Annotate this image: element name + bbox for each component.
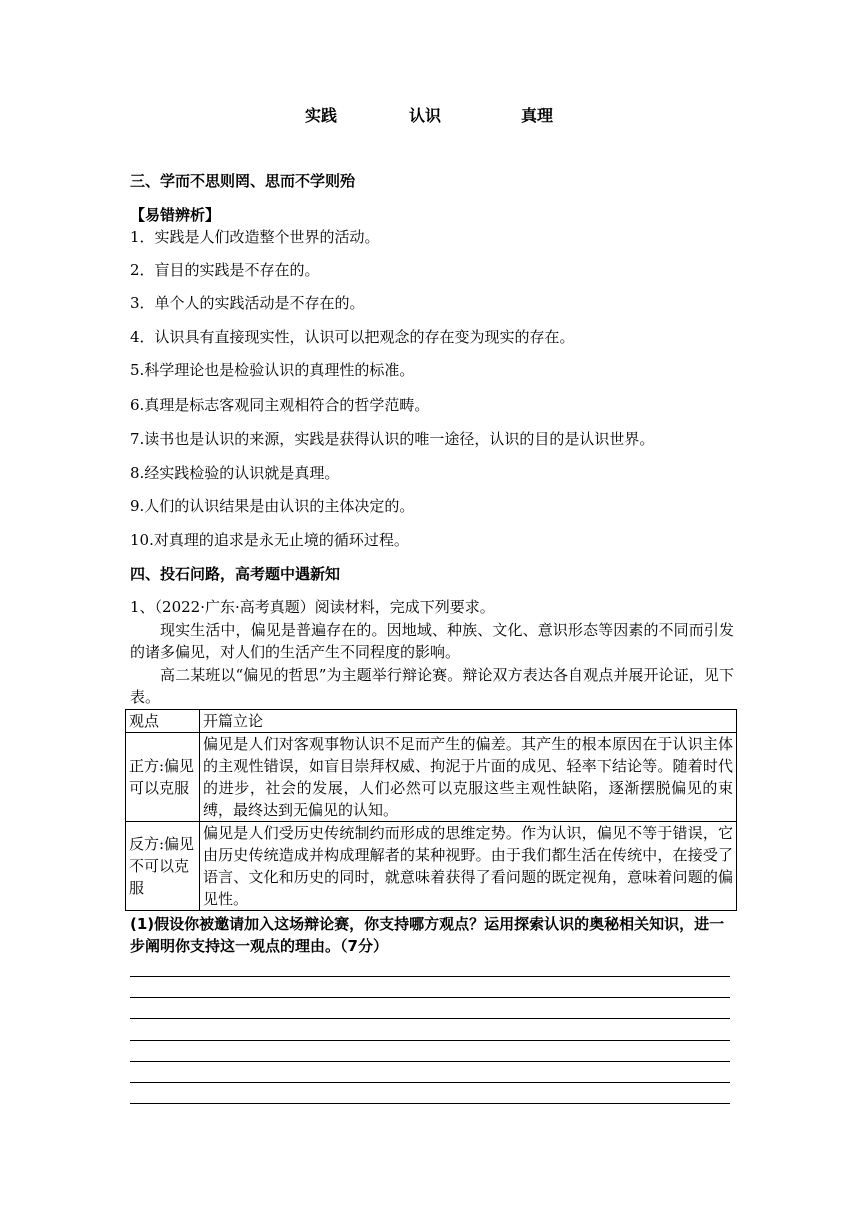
term-cognition: 认识 — [409, 106, 442, 125]
error-item-7: 7.读书也是认识的来源，实践是获得认识的唯一途径，认识的目的是认识世界。 — [130, 430, 655, 448]
table-row-negative — [126, 822, 737, 911]
table-header-viewpoint: 观点 — [126, 710, 200, 733]
section4-title: 四、投石问路，高考题中遇新知 — [130, 565, 341, 583]
answer-line-1[interactable] — [130, 976, 730, 977]
answer-line-4[interactable] — [130, 1040, 730, 1041]
error-item-10: 10.对真理的追求是永无止境的循环过程。 — [130, 531, 409, 549]
term-truth: 真理 — [521, 106, 554, 125]
section3-subtitle: 【易错辨析】 — [130, 206, 221, 224]
question-part-1: (1)假设你被邀请加入这场辩论赛，你支持哪方观点？运用探索认识的奥秘相关知识，进一步阐明你支持这一观点的理由。（7分） — [130, 915, 725, 955]
error-item-1: 1．实践是人们改造整个世界的活动。 — [130, 228, 380, 246]
answer-line-6[interactable] — [130, 1082, 730, 1083]
error-item-4: 4．认识具有直接现实性，认识可以把观念的存在变为现实的存在。 — [130, 328, 575, 346]
negative-argument: 偏见是人们受历史传统制约而形成的思维定势。作为认识，偏见不等于错误，它由历史传统造成并构成理解者的某种视野。由于我们都生活在传统中，在接受了语言、文化和历史的同时，就意味着获得了看问题的既定视角，意味着问题的偏见性。 — [200, 822, 737, 911]
answer-line-3[interactable] — [130, 1018, 730, 1019]
table-header-opening: 开篇立论 — [200, 710, 737, 733]
debate-table — [125, 709, 737, 911]
error-item-5: 5.科学理论也是检验认识的真理性的标准。 — [130, 361, 415, 379]
error-item-8: 8.经实践检验的认识就是真理。 — [130, 464, 340, 482]
answer-line-7[interactable] — [130, 1103, 730, 1104]
error-item-6: 6.真理是标志客观同主观相符合的哲学范畴。 — [130, 396, 430, 414]
answer-line-2[interactable] — [130, 997, 730, 998]
answer-line-5[interactable] — [130, 1061, 730, 1062]
table-header-row — [126, 710, 737, 733]
question1-intro: 1、（2022·广东·高考真题）阅读材料，完成下列要求。 — [130, 598, 495, 616]
error-item-2: 2．盲目的实践是不存在的。 — [130, 261, 320, 279]
error-item-9: 9.人们的认识结果是由认识的主体决定的。 — [130, 497, 415, 515]
error-item-3: 3．单个人的实践活动是不存在的。 — [130, 294, 365, 312]
term-practice: 实践 — [305, 106, 338, 125]
section3-title: 三、学而不思则罔、思而不学则殆 — [130, 172, 356, 190]
material-paragraph-1: 现实生活中，偏见是普遍存在的。因地域、种族、文化、意识形态等因素的不同而引发的诸多偏见，对人们的生活产生不同程度的影响。 — [130, 621, 734, 661]
affirmative-side: 正方:偏见可以克服 — [126, 733, 200, 822]
table-row-affirmative — [126, 733, 737, 822]
header-terms — [0, 103, 860, 129]
material-paragraph-2: 高二某班以“偏见的哲思”为主题举行辩论赛。辩论双方表达各自观点并展开论证，见下表。 — [130, 666, 734, 706]
negative-side: 反方:偏见不可以克服 — [126, 822, 200, 911]
affirmative-argument: 偏见是人们对客观事物认识不足而产生的偏差。其产生的根本原因在于认识主体的主观性错误，如盲目崇拜权威、拘泥于片面的成见、轻率下结论等。随着时代的进步，社会的发展，人们必然可以克服这些主观性缺陷，逐渐摆脱偏见的束缚，最终达到无偏见的认知。 — [200, 733, 737, 822]
